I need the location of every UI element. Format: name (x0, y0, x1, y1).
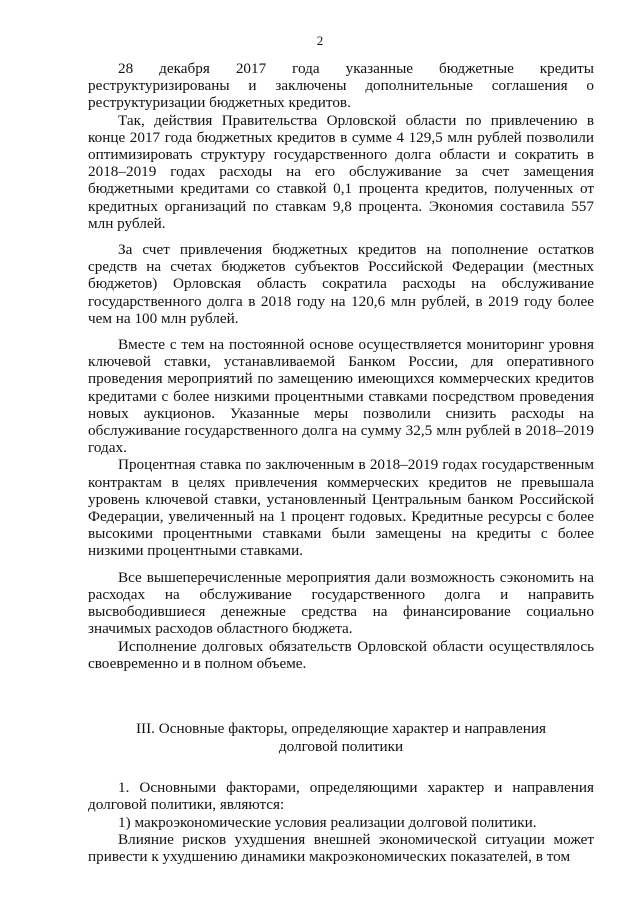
list-item: 1) макроэкономические условия реализации долговой политики. (118, 813, 537, 831)
section-title (88, 720, 594, 755)
paragraph: Вместе с тем на постоянной основе осуществляется мониторинг уровня ключевой ставки, устанавливаемой Банком России, для оперативного проведения мероприятий по замещению имеющихся коммерческих кредитов кредитами с более низкими процентными ставками посредством проведения новых аукционов. Указанные меры позволили снизить расходы на обслуживание государственного долга на сумму 32,5 млн рублей в 2018–2019 годах. (88, 336, 594, 457)
page-number: 2 (316, 33, 324, 48)
paragraph: За счет привлечения бюджетных кредитов на пополнение остатков средств на счетах бюджетов субъектов Российской Федерации (местных бюджетов) Орловская область сократила расходы на обслуживание государственного долга в 2018 году на 120,6 млн рублей, в 2019 году более чем на 100 млн рублей. (88, 241, 594, 327)
paragraph: Влияние рисков ухудшения внешней экономической ситуации может привести к ухудшению динамики макроэкономических показателей, в том (88, 830, 594, 865)
paragraph: 1. Основными факторами, определяющими характер и направления долговой политики, являются: (88, 779, 594, 814)
paragraph: Процентная ставка по заключенным в 2018–2019 годах государственным контрактам в целях привлечения коммерческих кредитов не превышала уровень ключевой ставки, установленный Центральным банком Российской Федерации, увеличенный на 1 процент годовых. Кредитные ресурсы с более высокими процентными ставками были замещены на кредиты с более низкими процентными ставками. (88, 456, 594, 560)
document-body (88, 60, 594, 865)
paragraph: 28 декабря 2017 года указанные бюджетные кредиты реструктуризированы и заключены дополнительные соглашения о реструктуризации бюджетных кредитов. (88, 60, 594, 112)
section-title-line-1: III. Основные факторы, определяющие характер и направления (135, 719, 547, 737)
paragraph: Так, действия Правительства Орловской области по привлечению в конце 2017 года бюджетных кредитов в сумме 4 129,5 млн рублей позволили оптимизировать структуру государственного долга области и сократить в 2018–2019 годах расходы на его обслуживание за счет замещения бюджетными кредитами со ставкой 0,1 процента кредитов, полученных от кредитных организаций по ставкам 9,8 процента. Экономия составила 557 млн рублей. (88, 111, 594, 232)
paragraph: Исполнение долговых обязательств Орловской области осуществлялось своевременно и в полном объеме. (88, 637, 594, 672)
section-title-line-2: долговой политики (278, 737, 404, 755)
paragraph: Все вышеперечисленные мероприятия дали возможность сэкономить на расходах на обслуживание государственного долга и направить высвободившиеся денежные средства на финансирование социально значимых расходов областного бюджета. (88, 568, 594, 638)
